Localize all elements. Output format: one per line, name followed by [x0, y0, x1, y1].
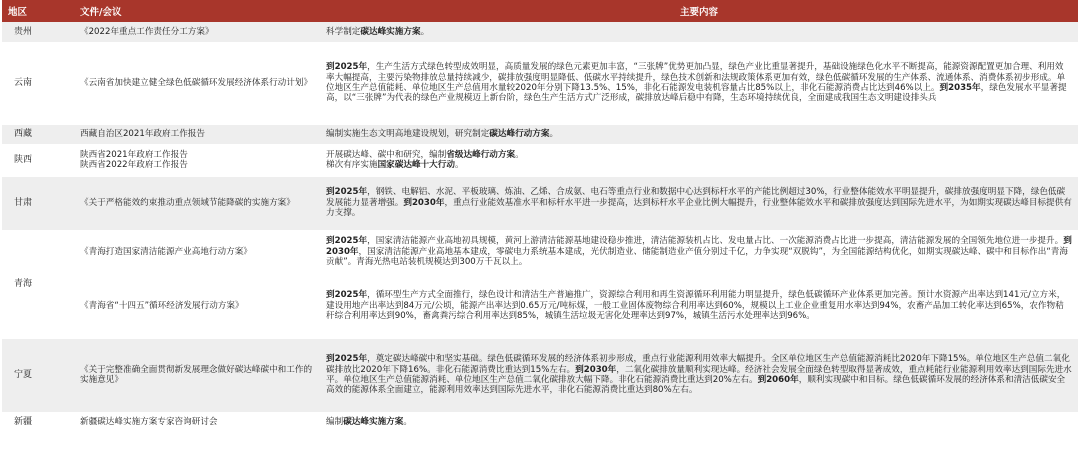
body-text: ，重点行业能效基准水平和标杆水平进一步提高，达到标杆水平企业比例大幅提升，行业整体能效水平和碳排放强度达到国际先进水平，为如期实现碳达峰目标提供有力支撑。 [326, 197, 1072, 219]
content-cell [320, 338, 1078, 412]
region-cell: 宁夏 [2, 338, 74, 412]
highlight-text: 到2060年 [757, 375, 799, 385]
highlight-text: 到2030年 [575, 364, 617, 375]
highlight-text: 到2025年 [326, 236, 368, 247]
policy-table [2, 0, 1078, 433]
body-text: ，二氧化碳排放量顺利实现达峰。经济社会发展全面绿色转型取得显著成效，重点耗能行业能源利用效率达到国际先进水平。单位地区生产总值能源消耗、单位地区生产总值二氧化碳排放大幅下降。非化石能源消费比重达到20%左右。 [326, 364, 1072, 385]
body-text: ，生产生活方式绿色转型成效明显，高质量发展的绿色元素更加丰富，“三张牌”优势更加凸显，绿色产业比重显著提升，基础设施绿色化水平不断提高，能源资源配置更加合理、利用效率大幅提高，主要污染物排放总量持续减少，碳排放强度明显降低、低碳水平持续提升，绿色技术创新和法规政策体系更加有效，绿色低碳循环发展的生产体系、流通体系、消费体系初步形成。单位地区生产总值能耗、单位地区生产总值用水量较2020年分别下降13.5%、15%，非化石能源发电装机容量占比85%以上，非化石能源消费占比达到46%以上。 [326, 62, 1066, 93]
highlight-text: 到2025年 [326, 187, 368, 198]
doc-cell: 《关于严格能效约束推动重点领域节能降碳的实施方案》 [74, 176, 320, 230]
region-cell: 陕西 [2, 144, 74, 176]
table-row [2, 338, 1078, 412]
content-cell [320, 22, 1078, 42]
body-text: ，国家清洁能源产业高地初具规模，黄河上游清洁能源基地建设稳步推进，清洁能源装机占比、发电量占比、一次能源消费占比进一步提高，清洁能源发展的全国领先地位进一步提升。 [367, 236, 1064, 247]
content-line [326, 150, 1072, 160]
content-cell [320, 230, 1078, 274]
body-text: 。 [549, 128, 559, 139]
header-doc: 文件/会议 [74, 0, 320, 22]
doc-cell: 西藏自治区2021年政府工作报告 [74, 124, 320, 144]
body-text: ，国家清洁能源产业高地基本建成，零碳电力系统基本建成，光伏制造业、储能制造业产值分别过千亿，力争实现“双脱钩”，为全国能源结构优化，如期实现碳达峰、碳中和目标作出“青海贡献”。青海光热电站装机规模达到300万千瓦以上。 [326, 246, 1068, 268]
body-text: ，绿色发展水平显著提高，以“三张牌”为代表的绿色产业规模迈上新台阶，绿色生产生活方式广泛形成，碳排放达峰后稳中有降，生态环境持续优良，全面建成我国生态文明建设排头兵 [326, 83, 1067, 104]
highlight-text: 到2035年 [939, 83, 981, 93]
doc-cell: 《青海省“十四五”循环经济发展行动方案》 [74, 274, 320, 338]
doc-line: 陕西省2021年政府工作报告 [80, 149, 188, 160]
table-row [2, 176, 1078, 230]
table-row [2, 230, 1078, 274]
table-row [2, 144, 1078, 176]
table-header-row [2, 0, 1078, 22]
region-cell: 青海 [2, 230, 74, 338]
highlight-text: 到2030年 [326, 236, 1072, 257]
highlight-text: 碳达峰实施方案 [343, 416, 404, 427]
content-cell [320, 176, 1078, 230]
region-cell: 贵州 [2, 22, 74, 42]
content-cell [320, 274, 1078, 338]
content-cell [320, 124, 1078, 144]
highlight-text: 碳达峰实施方案 [360, 26, 421, 37]
content-cell [320, 144, 1078, 176]
table-row [2, 22, 1078, 42]
table-row [2, 274, 1078, 338]
body-text: 科学制定 [326, 26, 361, 37]
table-row [2, 124, 1078, 144]
body-text: 编制实施生态文明高地建设规划，研究制定 [326, 128, 490, 139]
region-cell: 西藏 [2, 124, 74, 144]
region-cell: 甘肃 [2, 176, 74, 230]
content-cell [320, 412, 1078, 432]
content-cell [320, 42, 1078, 124]
region-cell: 云南 [2, 42, 74, 124]
highlight-text: 到2025年 [326, 354, 368, 365]
table-row [2, 42, 1078, 124]
region-cell: 新疆 [2, 412, 74, 432]
body-text: 梯次有序实施 [326, 160, 378, 170]
body-text: ，钢铁、电解铝、水泥、平板玻璃、炼油、乙烯、合成氨、电石等重点行业和数据中心达到标杆水平的产能比例超过30%，行业整体能效水平明显提升，碳排放强度明显下降，绿色低碳发展能力显著增强。 [326, 187, 1066, 208]
doc-cell: 《关于完整准确全面贯彻新发展理念做好碳达峰碳中和工作的实施意见》 [74, 338, 320, 412]
table-row [2, 412, 1078, 432]
highlight-text: 到2025年 [326, 62, 368, 73]
highlight-text: 到2025年 [326, 290, 368, 301]
doc-cell: 新疆碳达峰实施方案专家咨询研讨会 [74, 412, 320, 432]
content-line [326, 160, 1072, 170]
header-region: 地区 [2, 0, 74, 22]
body-text: ，顺利实现碳中和目标。绿色低碳循环发展的经济体系和清洁低碳安全高效的能源体系全面建立，能源利用效率达到国际先进水平，非化石能源消费比重达到80%左右。 [326, 375, 1066, 396]
header-content: 主要内容 [320, 0, 1078, 22]
highlight-text: 省级达峰行动方案 [446, 149, 516, 160]
body-text: ，奠定碳达峰碳中和坚实基础。绿色低碳循环发展的经济体系初步形成，重点行业能源利用效率大幅提升。全区单位地区生产总值能源消耗比2020年下降15%。单位地区生产总值二氧化碳排放比2020年下降16%。非化石能源消费比重达到15%左右。 [326, 354, 1070, 375]
highlight-text: 到2030年 [403, 197, 445, 208]
body-text: 编制 [326, 416, 344, 427]
doc-cell: 《2022年重点工作责任分工方案》 [74, 22, 320, 42]
body-text: 。 [454, 160, 464, 170]
body-text: ，循环型生产方式全面推行，绿色设计和清洁生产普遍推广，资源综合利用和再生资源循环利用能力明显提升，绿色低碳循环产业体系更加完善。预计水资源产出率达到141元/立方米，建设用地产出率达到84万元/公顷，能源产出率达到0.65万元/吨标煤，一般工业固体废物综合利用率达到60%，规模以上工业企业重复用水率达到94%，农畜产品加工转化率达到65%，农作物秸秆综合利用率达到90%，畜禽粪污综合利用率达到85%，城镇生活垃圾无害化处理率达到97%，城镇生活污水处理率达到96%。 [326, 290, 1066, 322]
body-text: 。 [403, 416, 412, 427]
doc-cell: 《青海打造国家清洁能源产业高地行动方案》 [74, 230, 320, 274]
highlight-text: 国家碳达峰十大行动 [377, 160, 455, 170]
doc-cell [74, 144, 320, 176]
body-text: 开展碳达峰、碳中和研究，编制 [326, 149, 447, 160]
doc-cell: 《云南省加快建立健全绿色低碳循环发展经济体系行动计划》 [74, 42, 320, 124]
highlight-text: 碳达峰行动方案 [489, 128, 550, 139]
doc-line: 陕西省2022年政府工作报告 [80, 160, 188, 170]
body-text: 。 [515, 149, 524, 160]
body-text: 。 [420, 26, 430, 37]
